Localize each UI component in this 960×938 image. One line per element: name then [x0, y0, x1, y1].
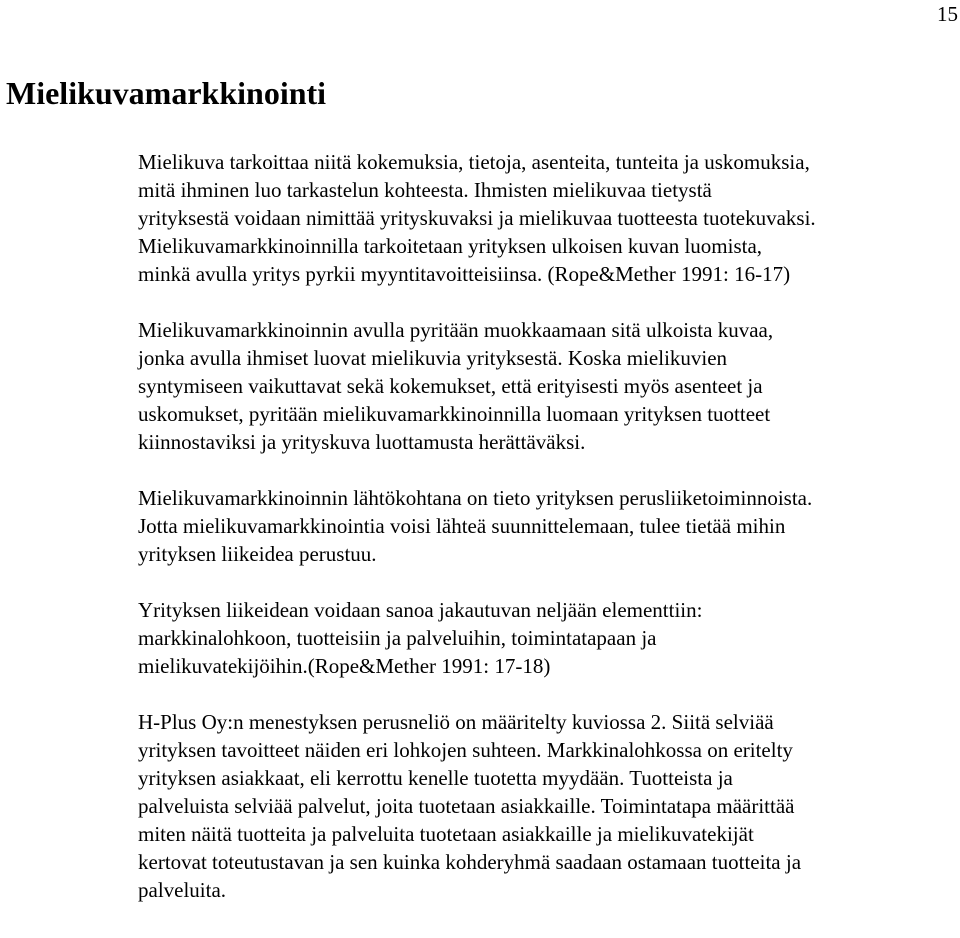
text-line: mitä ihminen luo tarkastelun kohteesta. Ihmisten mielikuvaa tietystä: [138, 178, 712, 202]
text-line: markkinalohkoon, tuotteisiin ja palveluihin, toimintatapaan ja: [138, 626, 657, 650]
text-line: yrityksen liikeidea perustuu.: [138, 542, 377, 566]
text-line: yrityksen asiakkaat, eli kerrottu kenelle tuotetta myydään. Tuotteista ja: [138, 766, 733, 790]
text-line: minkä avulla yritys pyrkii myyntitavoitteisiinsa. (Rope&Mether 1991: 16-17): [138, 262, 791, 286]
text-line: Mielikuvamarkkinoinnilla tarkoitetaan yrityksen ulkoisen kuvan luomista,: [138, 234, 763, 258]
text-line: palveluita.: [138, 878, 227, 902]
text-line: yrityksen tavoitteet näiden eri lohkojen suhteen. Markkinalohkossa on eritelty: [138, 738, 793, 762]
text-line: syntymiseen vaikuttavat sekä kokemukset, että erityisesti myös asenteet ja: [138, 374, 763, 398]
section-heading: Mielikuvamarkkinointi: [6, 75, 327, 111]
text-line: palveluista selviää palvelut, joita tuotetaan asiakkaille. Toimintatapa määrittää: [138, 794, 795, 818]
paragraph-definition: [138, 148, 958, 288]
text-line: Mielikuvamarkkinoinnin lähtökohtana on tieto yrityksen perusliiketoiminnoista.: [138, 486, 813, 510]
text-line: H-Plus Oy:n menestyksen perusneliö on määritelty kuviossa 2. Siitä selviää: [138, 710, 774, 734]
text-line: jonka avulla ihmiset luovat mielikuvia yrityksestä. Koska mielikuvien: [138, 346, 728, 370]
paragraph-h-plus: [138, 708, 958, 904]
text-line: mielikuvatekijöihin.(Rope&Mether 1991: 17-18): [138, 654, 551, 678]
text-line: Yrityksen liikeidean voidaan sanoa jakautuvan neljään elementtiin:: [138, 598, 703, 622]
paragraph-purpose: [138, 316, 958, 456]
text-line: kertovat toteutustavan ja sen kuinka kohderyhmä saadaan ostamaan tuotteita ja: [138, 850, 802, 874]
page-number: 15: [937, 2, 958, 26]
paragraph-business-idea: [138, 596, 958, 680]
text-line: Mielikuvamarkkinoinnin avulla pyritään muokkaamaan sitä ulkoista kuvaa,: [138, 318, 774, 342]
body-text: [138, 148, 958, 932]
text-line: Mielikuva tarkoittaa niitä kokemuksia, tietoja, asenteita, tunteita ja uskomuksia,: [138, 150, 810, 174]
paragraph-starting-point: [138, 484, 958, 568]
text-line: kiinnostaviksi ja yrityskuva luottamusta herättäväksi.: [138, 430, 586, 454]
text-line: miten näitä tuotteita ja palveluita tuotetaan asiakkaille ja mielikuvatekijät: [138, 822, 754, 846]
text-line: uskomukset, pyritään mielikuvamarkkinoinnilla luomaan yrityksen tuotteet: [138, 402, 771, 426]
text-line: Jotta mielikuvamarkkinointia voisi lähteä suunnittelemaan, tulee tietää mihin: [138, 514, 786, 538]
text-line: yrityksestä voidaan nimittää yrityskuvaksi ja mielikuvaa tuotteesta tuotekuvaksi.: [138, 206, 816, 230]
